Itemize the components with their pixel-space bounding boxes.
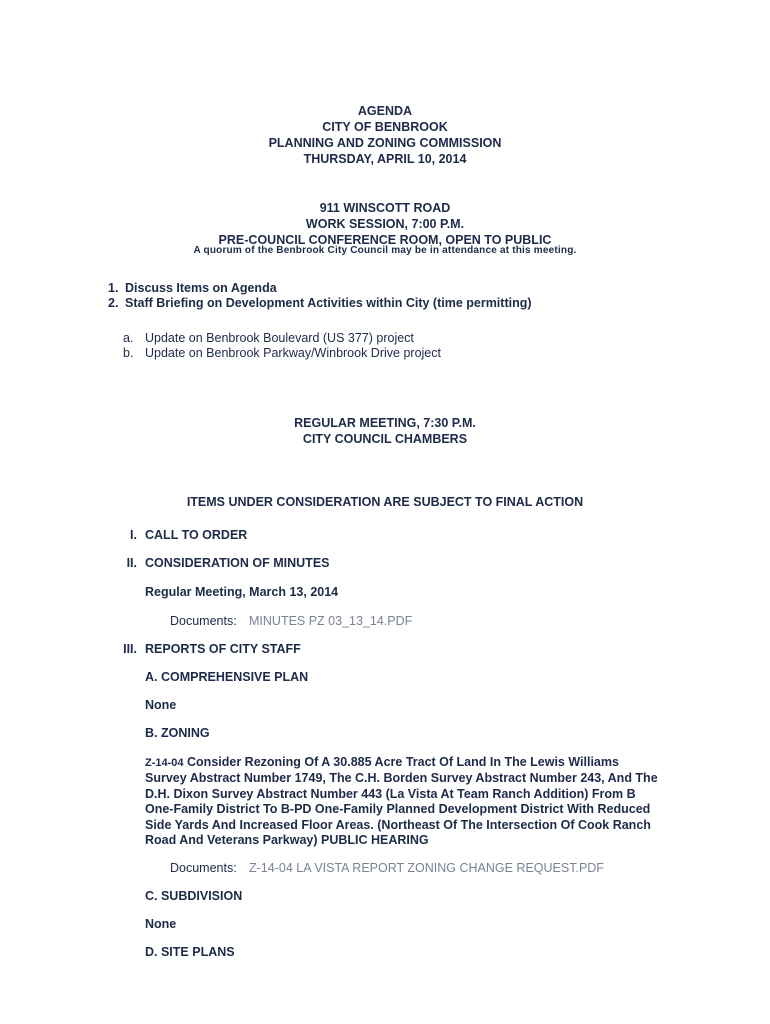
zoning-document-link[interactable]: Z-14-04 LA VISTA REPORT ZONING CHANGE REQUEST.PDF bbox=[249, 861, 604, 875]
header-city: CITY OF BENBROOK bbox=[322, 120, 448, 134]
zoning-case-line: Survey Abstract Number 1749, The C.H. Borden Survey Abstract Number 243, And The bbox=[145, 771, 658, 786]
quorum-notice: A quorum of the Benbrook City Council may be in attendance at this meeting. bbox=[193, 245, 577, 256]
subsection-title: B. ZONING bbox=[145, 726, 210, 740]
section-number: III. bbox=[123, 642, 137, 656]
subsection-body: None bbox=[145, 698, 177, 712]
zoning-case-line: Consider Rezoning Of A 30.885 Acre Tract Of Land In The Lewis Williams bbox=[187, 755, 619, 769]
work-subitem-letter: b. bbox=[123, 346, 134, 360]
work-subitem-letter: a. bbox=[123, 331, 134, 345]
zoning-case-code: Z-14-04 bbox=[145, 757, 184, 769]
final-action-notice: ITEMS UNDER CONSIDERATION ARE SUBJECT TO FINAL ACTION bbox=[186, 495, 584, 509]
zoning-case-line: D.H. Dixon Survey Abstract Number 443 (La Vista At Team Ranch Addition) From B bbox=[145, 786, 636, 801]
header-agenda: AGENDA bbox=[357, 104, 413, 118]
regular-meeting-header bbox=[0, 415, 770, 447]
documents-label: Documents: bbox=[170, 861, 237, 875]
section-number: II. bbox=[126, 556, 137, 570]
work-subitem-text: Update on Benbrook Boulevard (US 377) project bbox=[145, 331, 414, 345]
regular-meeting-location: CITY COUNCIL CHAMBERS bbox=[302, 432, 468, 446]
work-session-room: PRE-COUNCIL CONFERENCE ROOM, OPEN TO PUBLIC bbox=[218, 233, 552, 247]
agenda-header bbox=[0, 103, 770, 167]
work-session-header bbox=[0, 200, 770, 248]
section-number: I. bbox=[130, 528, 137, 542]
section-title: REPORTS OF CITY STAFF bbox=[145, 642, 301, 656]
section-title: CONSIDERATION OF MINUTES bbox=[145, 556, 330, 570]
minutes-meeting-title: Regular Meeting, March 13, 2014 bbox=[145, 585, 339, 599]
subsection-title: D. SITE PLANS bbox=[145, 945, 235, 959]
header-date: THURSDAY, APRIL 10, 2014 bbox=[303, 152, 467, 166]
work-item-number: 1. bbox=[108, 281, 119, 295]
subsection-title: C. SUBDIVISION bbox=[145, 889, 243, 903]
regular-meeting-time: REGULAR MEETING, 7:30 P.M. bbox=[294, 416, 476, 430]
zoning-case-line: One-Family District To B-PD One-Family Planned Development District With Reduced bbox=[145, 802, 651, 817]
minutes-document-link[interactable]: MINUTES PZ 03_13_14.PDF bbox=[249, 614, 413, 628]
zoning-case-line: Road And Veterans Parkway) PUBLIC HEARING bbox=[145, 833, 429, 848]
zoning-case-description bbox=[145, 755, 665, 848]
work-item-number: 2. bbox=[108, 296, 119, 310]
work-subitem-text: Update on Benbrook Parkway/Winbrook Drive project bbox=[145, 346, 441, 360]
subsection-body: None bbox=[145, 917, 177, 931]
header-commission: PLANNING AND ZONING COMMISSION bbox=[268, 136, 502, 150]
work-item-text: Staff Briefing on Development Activities within City (time permitting) bbox=[125, 296, 532, 310]
subsection-title: A. COMPREHENSIVE PLAN bbox=[145, 670, 309, 684]
section-title: CALL TO ORDER bbox=[145, 528, 248, 542]
documents-label: Documents: bbox=[170, 614, 237, 628]
zoning-case-line: Side Yards And Increased Floor Areas. (Northeast Of The Intersection Of Cook Ranch bbox=[145, 817, 651, 832]
work-item-text: Discuss Items on Agenda bbox=[125, 281, 277, 295]
work-session-time: WORK SESSION, 7:00 P.M. bbox=[305, 217, 465, 231]
work-session-address: 911 WINSCOTT ROAD bbox=[319, 201, 451, 215]
